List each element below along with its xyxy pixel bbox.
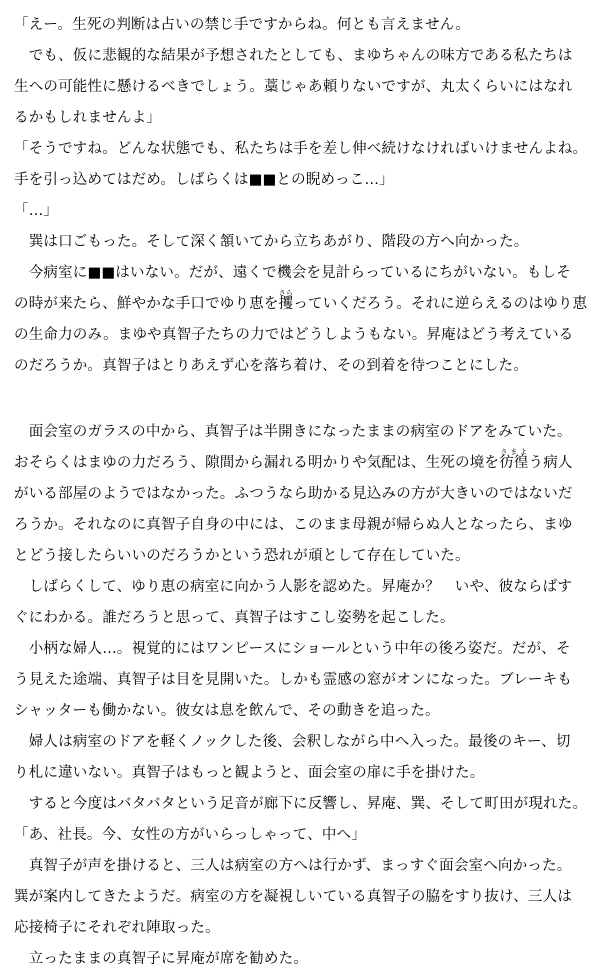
text-line-14-ruby	[14, 448, 602, 479]
text-line-18: しばらくして、ゆり恵の病室に向かう人影を認めた。昇庵か？ いや、彼ならばす	[14, 579, 573, 595]
text-line-1: 「えー。生死の判断は占いの禁じ手ですからね。何とも言えません。	[14, 17, 470, 33]
text-line-4: るかもしれませんよ」	[14, 110, 161, 126]
text-line-16: ろうか。それなのに真智子自身の中には、このまま母親が帰らぬ人となったら、まゆ	[14, 517, 573, 533]
text-line-5: 「そうですね。どんな状態でも、私たちは手を差し伸べ続けなければいけませんよね。	[14, 141, 588, 157]
text-line-21: う見えた途端、真智子は目を見開いた。しかも霊感の窓がオンになった。ブレーキも	[14, 672, 573, 688]
text-line-19: ぐにわかる。誰だろうと思って、真智子はすこし姿勢を起こした。	[14, 610, 455, 626]
text-line-7: 「…」	[14, 203, 59, 219]
text-line-11: の生命力のみ。まゆや真智子たちの力ではどうしようもない。昇庵はどう考えている	[14, 327, 574, 343]
ruby-after-text: う病人	[528, 455, 573, 471]
text-line-29: 応接椅子にそれぞれ陣取った。	[14, 920, 220, 936]
text-line-2: でも、仮に悲観的な結果が予想されたとしても、まゆちゃんの味方である私たちは	[14, 48, 573, 64]
text-line-17: とどう接したらいいのだろうかという恐れが頑として存在していた。	[14, 548, 470, 564]
document-page	[14, 10, 602, 975]
text-line-22: シャッターも働かない。彼女は息を飲んで、その動きを追った。	[14, 703, 440, 719]
ruby-base: 攫	[278, 296, 294, 312]
text-line-28: 巽が案内してきたようだ。病室の方を凝視しいている真智子の脇をすり抜け、三人は	[14, 889, 573, 905]
ruby-before-text: おそらくはまゆの力だろう、隙間から漏れる明かりや気配は、生死の境を	[14, 455, 500, 471]
text-line-15: がいる部屋のようではなかった。ふつうなら助かる見込みの方が大きいのではないだ	[14, 486, 573, 502]
text-line-25: すると今度はバタバタという足音が廊下に反響し、昇庵、巽、そして町田が現れた。	[14, 796, 588, 812]
text-line-3: 生への可能性に懸けるべきでしょう。藁じゃあ頼りないですが、丸太くらいにはなれ	[14, 79, 573, 95]
text-line-27: 真智子が声を掛けると、三人は病室の方へは行かず、まっすぐ面会室へ向かった。	[14, 858, 572, 874]
text-line-20: 小柄な婦人…。視覚的にはワンピースにショールという中年の後ろ姿だ。だが、そ	[14, 641, 571, 657]
text-line-10-ruby	[14, 289, 602, 320]
ruby-word	[278, 289, 294, 312]
text-line-12: のだろうか。真智子はとりあえず心を落ち着け、その到着を待つことにした。	[14, 358, 528, 374]
ruby-reading: さら	[278, 289, 294, 297]
text-line-6: 手を引っ込めてはだめ。しばらくは■■との睨めっこ…」	[14, 172, 394, 188]
text-line-26: 「あ、社長。今、女性の方がいらっしゃって、中へ」	[14, 827, 366, 843]
ruby-word	[499, 448, 529, 471]
text-line-24: り札に違いない。真智子はもっと観ようと、面会室の扉に手を掛けた。	[14, 765, 485, 781]
text-line-13: 面会室のガラスの中から、真智子は半開きになったままの病室のドアをみていた。	[14, 424, 572, 440]
ruby-after-text: っていくだろう。それに逆らえるのはゆり恵	[293, 296, 588, 312]
ruby-before-text: の時が来たら、鮮やかな手口でゆり恵を	[14, 296, 279, 312]
paragraph-gap	[14, 382, 602, 417]
ruby-base: 彷徨	[499, 455, 529, 471]
text-line-30: 立ったままの真智子に昇庵が席を勧めた。	[14, 951, 308, 967]
text-line-8: 巽は口ごもった。そして深く頷いてから立ちあがり、階段の方へ向かった。	[14, 234, 529, 250]
text-line-23: 婦人は病室のドアを軽くノックした後、会釈しながら中へ入った。最後のキー、切	[14, 734, 571, 750]
ruby-reading: さまよ	[499, 448, 529, 456]
text-line-9: 今病室に■■はいない。だが、遠くで機会を見計らっているにちがいない。もしそ	[14, 265, 571, 281]
